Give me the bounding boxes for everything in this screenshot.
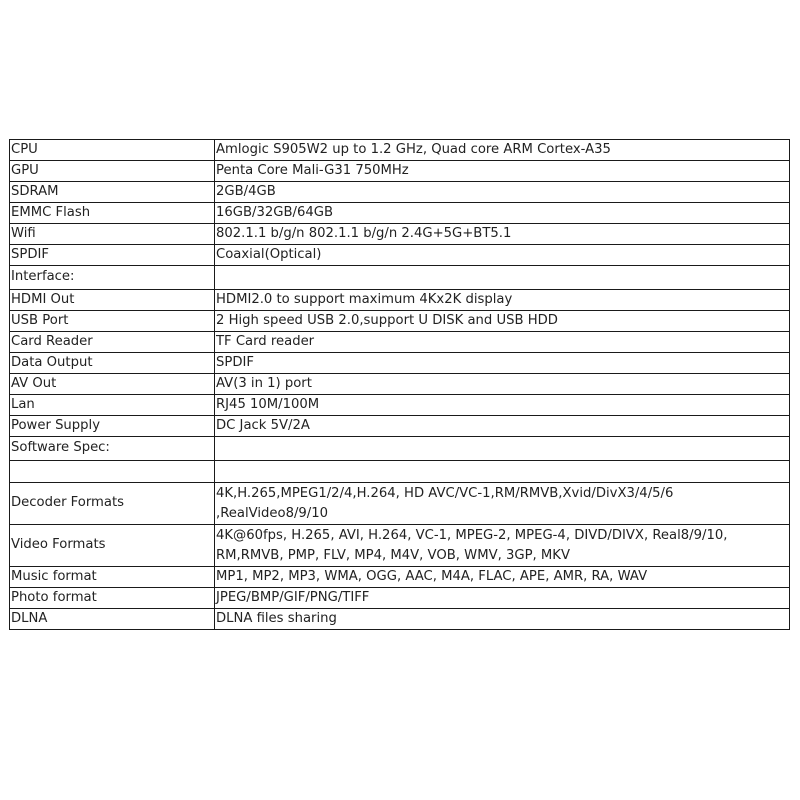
spec-label: Card Reader	[10, 332, 215, 353]
spec-value: DC Jack 5V/2A	[215, 416, 790, 437]
blank-row	[10, 461, 790, 483]
spec-value: HDMI2.0 to support maximum 4Kx2K display	[215, 290, 790, 311]
spec-label: Wifi	[10, 224, 215, 245]
spec-value: Amlogic S905W2 up to 1.2 GHz, Quad core ARM Cortex-A35	[215, 140, 790, 161]
spec-label: Lan	[10, 395, 215, 416]
spec-label: EMMC Flash	[10, 203, 215, 224]
table-row	[10, 290, 790, 311]
spec-value-line: ,RealVideo8/9/10	[216, 505, 329, 521]
spec-value-line: 4K,H.265,MPEG1/2/4,H.264, HD AVC/VC-1,RM/RMVB,Xvid/DivX3/4/5/6	[216, 485, 674, 501]
table-row	[10, 374, 790, 395]
section-row-software	[10, 437, 790, 461]
spec-label: HDMI Out	[10, 290, 215, 311]
section-heading: Software Spec:	[10, 437, 215, 461]
spec-value	[215, 483, 790, 525]
spec-label: DLNA	[10, 609, 215, 630]
table-row	[10, 588, 790, 609]
spec-value: Coaxial(Optical)	[215, 245, 790, 266]
spec-value: SPDIF	[215, 353, 790, 374]
table-row	[10, 140, 790, 161]
section-heading: Interface:	[10, 266, 215, 290]
spec-label: AV Out	[10, 374, 215, 395]
table-row	[10, 416, 790, 437]
table-row	[10, 311, 790, 332]
table-row	[10, 203, 790, 224]
spec-label: Decoder Formats	[10, 483, 215, 525]
table-row	[10, 224, 790, 245]
section-row-interface	[10, 266, 790, 290]
spec-label: Data Output	[10, 353, 215, 374]
spec-value	[215, 525, 790, 567]
spec-value-line: 4K@60fps, H.265, AVI, H.264, VC-1, MPEG-2, MPEG-4, DIVD/DIVX, Real8/9/10,	[216, 527, 728, 543]
spec-value: Penta Core Mali-G31 750MHz	[215, 161, 790, 182]
spec-value: RJ45 10M/100M	[215, 395, 790, 416]
spec-value	[215, 437, 790, 461]
spec-label: Music format	[10, 567, 215, 588]
spec-value: 16GB/32GB/64GB	[215, 203, 790, 224]
spec-value: DLNA files sharing	[215, 609, 790, 630]
table-row	[10, 353, 790, 374]
table-row	[10, 609, 790, 630]
spec-label: SPDIF	[10, 245, 215, 266]
spec-value: AV(3 in 1) port	[215, 374, 790, 395]
table-row	[10, 483, 790, 525]
spec-value: MP1, MP2, MP3, WMA, OGG, AAC, M4A, FLAC, APE, AMR, RA, WAV	[215, 567, 790, 588]
table-row	[10, 525, 790, 567]
table-row	[10, 161, 790, 182]
spec-label: CPU	[10, 140, 215, 161]
spec-label	[10, 461, 215, 483]
spec-label: Video Formats	[10, 525, 215, 567]
spec-label: SDRAM	[10, 182, 215, 203]
spec-value: 2GB/4GB	[215, 182, 790, 203]
table-row	[10, 182, 790, 203]
spec-value: TF Card reader	[215, 332, 790, 353]
table-row	[10, 332, 790, 353]
spec-value: JPEG/BMP/GIF/PNG/TIFF	[215, 588, 790, 609]
spec-value: 2 High speed USB 2.0,support U DISK and USB HDD	[215, 311, 790, 332]
spec-value	[215, 266, 790, 290]
table-row	[10, 567, 790, 588]
spec-value-line: RM,RMVB, PMP, FLV, MP4, M4V, VOB, WMV, 3GP, MKV	[216, 547, 570, 563]
spec-label: Photo format	[10, 588, 215, 609]
spec-table	[9, 139, 790, 630]
table-row	[10, 245, 790, 266]
spec-label: USB Port	[10, 311, 215, 332]
spec-label: GPU	[10, 161, 215, 182]
spec-value	[215, 461, 790, 483]
table-row	[10, 395, 790, 416]
spec-value: 802.1.1 b/g/n 802.1.1 b/g/n 2.4G+5G+BT5.1	[215, 224, 790, 245]
spec-label: Power Supply	[10, 416, 215, 437]
